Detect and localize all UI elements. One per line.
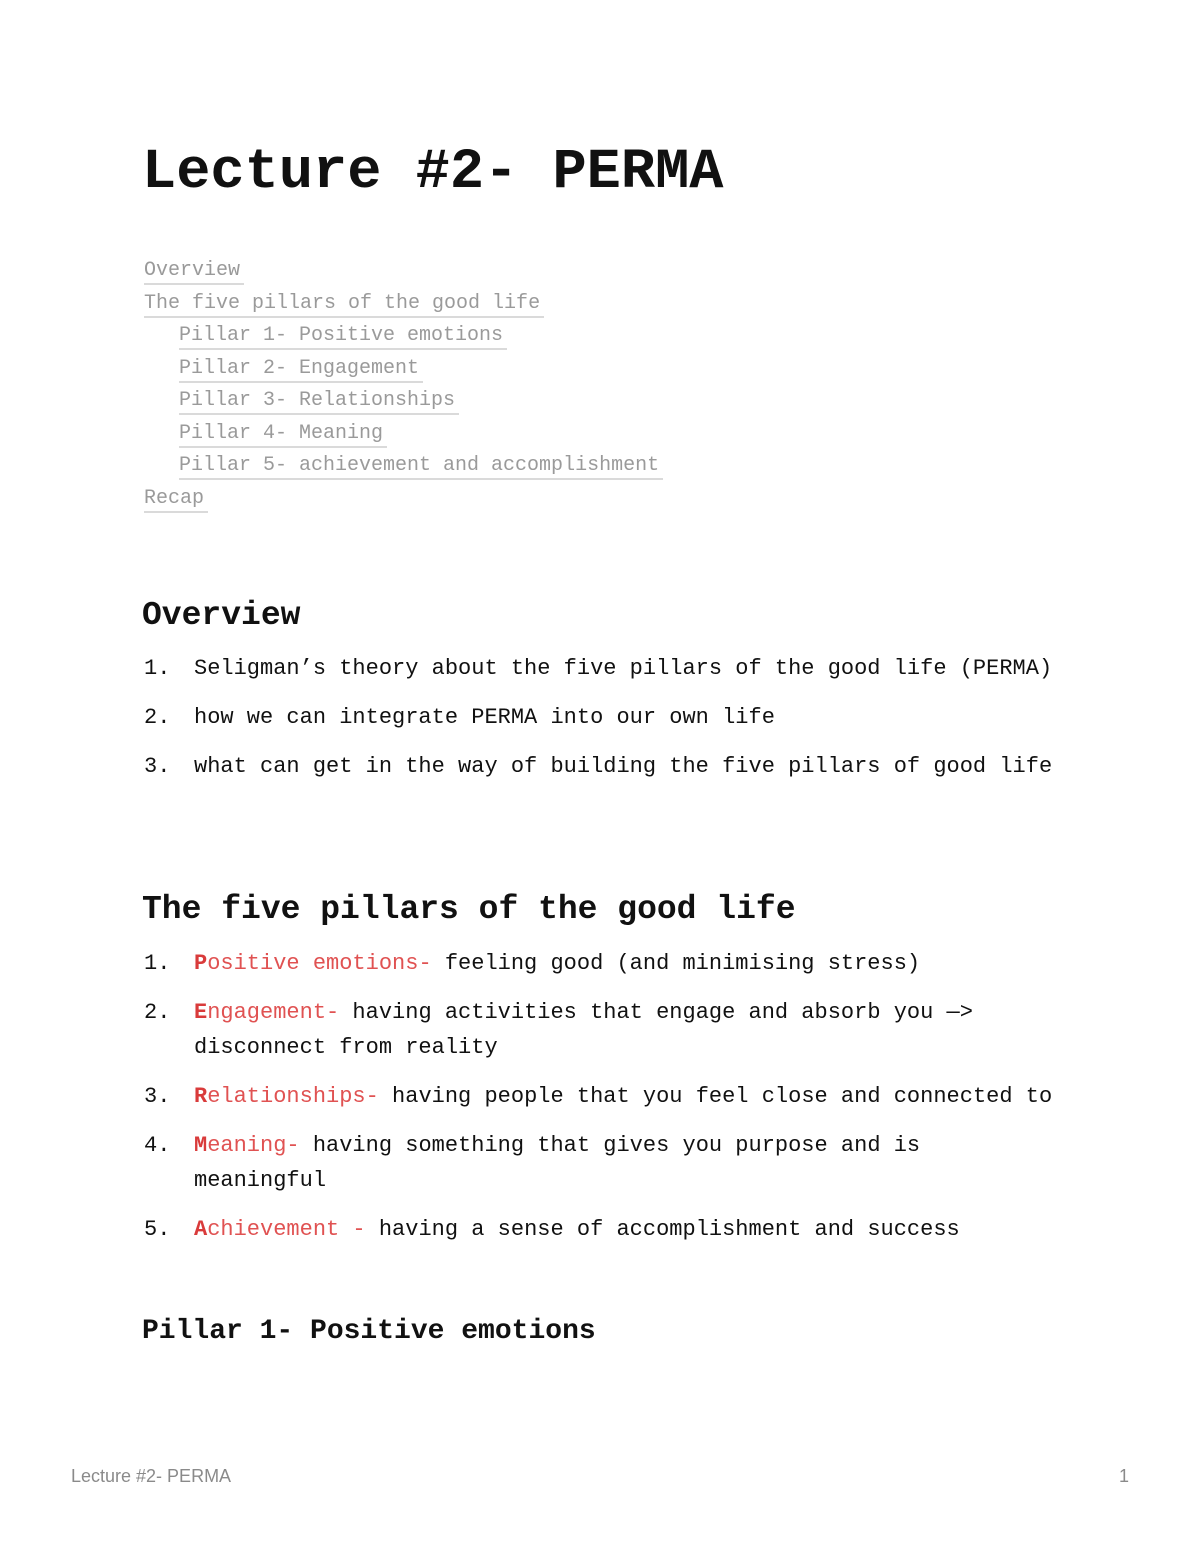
list-text bbox=[194, 1212, 1064, 1247]
page-title: Lecture #2- PERMA bbox=[142, 141, 724, 205]
footer-document-title: Lecture #2- PERMA bbox=[71, 1466, 232, 1486]
toc-link[interactable]: Pillar 4- Meaning bbox=[179, 422, 387, 448]
toc-link[interactable]: Overview bbox=[144, 259, 244, 285]
list-number: 3. bbox=[144, 754, 171, 779]
list-number: 2. bbox=[144, 705, 171, 730]
list-text bbox=[194, 1128, 1064, 1198]
pillar-initial: E bbox=[194, 1000, 208, 1025]
pillar-initial: M bbox=[194, 1133, 208, 1158]
pillar-separator: - bbox=[365, 1084, 379, 1109]
pillar-keyword-rest: ngagement bbox=[207, 1000, 327, 1025]
list-item bbox=[144, 749, 1064, 784]
footer-page-number: 1 bbox=[1118, 1466, 1129, 1486]
pillar-keyword bbox=[194, 951, 432, 976]
list-text bbox=[194, 1079, 1064, 1114]
toc-item-overview[interactable] bbox=[144, 258, 844, 291]
pillar-keyword bbox=[194, 1000, 339, 1025]
pillar-keyword bbox=[194, 1133, 300, 1158]
table-of-contents bbox=[144, 258, 844, 518]
list-item bbox=[144, 1212, 1064, 1247]
list-item bbox=[144, 995, 1064, 1065]
pillar-separator: - bbox=[286, 1133, 300, 1158]
toc-link[interactable]: The five pillars of the good life bbox=[144, 292, 544, 318]
five-pillars-list bbox=[144, 946, 1064, 1261]
pillar-keyword-rest: eaning bbox=[207, 1133, 287, 1158]
toc-item-pillar-1[interactable] bbox=[144, 323, 844, 356]
overview-heading: Overview bbox=[142, 597, 301, 634]
pillar-description: having activities that engage and absorb you —> disconnect from reality bbox=[194, 1000, 973, 1060]
overview-list bbox=[144, 651, 1064, 798]
pillar-keyword-rest: ositive emotions bbox=[207, 951, 419, 976]
pillar-description: having a sense of accomplishment and success bbox=[365, 1217, 960, 1242]
list-number: 4. bbox=[144, 1133, 171, 1158]
pillar-separator: - bbox=[339, 1217, 366, 1242]
toc-link[interactable]: Pillar 1- Positive emotions bbox=[179, 324, 507, 350]
list-text: how we can integrate PERMA into our own life bbox=[194, 705, 775, 730]
list-number: 3. bbox=[144, 1084, 171, 1109]
toc-item-pillar-3[interactable] bbox=[144, 388, 844, 421]
list-number: 5. bbox=[144, 1217, 171, 1242]
pillar-initial: A bbox=[194, 1217, 208, 1242]
pillar-initial: R bbox=[194, 1084, 208, 1109]
list-text bbox=[194, 946, 1064, 981]
pillar-separator: - bbox=[418, 951, 432, 976]
pillar-keyword-rest: elationships bbox=[207, 1084, 366, 1109]
pillar-description: feeling good (and minimising stress) bbox=[431, 951, 921, 976]
toc-link[interactable]: Pillar 2- Engagement bbox=[179, 357, 423, 383]
toc-link[interactable]: Pillar 5- achievement and accomplishment bbox=[179, 454, 663, 480]
five-pillars-heading: The five pillars of the good life bbox=[142, 891, 796, 928]
pillar-separator: - bbox=[326, 1000, 340, 1025]
list-item bbox=[144, 651, 1064, 686]
list-text: what can get in the way of building the five pillars of good life bbox=[194, 754, 1053, 779]
pillar-initial: P bbox=[194, 951, 208, 976]
list-item bbox=[144, 1128, 1064, 1198]
pillar-1-heading: Pillar 1- Positive emotions bbox=[142, 1316, 596, 1347]
toc-item-five-pillars[interactable] bbox=[144, 291, 844, 324]
list-number: 1. bbox=[144, 656, 171, 681]
pillar-keyword-rest: chievement bbox=[207, 1217, 340, 1242]
pillar-keyword bbox=[194, 1217, 366, 1242]
toc-link[interactable]: Recap bbox=[144, 487, 208, 513]
toc-item-pillar-4[interactable] bbox=[144, 421, 844, 454]
toc-item-recap[interactable] bbox=[144, 486, 844, 519]
list-item bbox=[144, 946, 1064, 981]
pillar-keyword bbox=[194, 1084, 379, 1109]
toc-link[interactable]: Pillar 3- Relationships bbox=[179, 389, 459, 415]
list-number: 2. bbox=[144, 1000, 171, 1025]
list-item bbox=[144, 700, 1064, 735]
toc-item-pillar-5[interactable] bbox=[144, 453, 844, 486]
list-number: 1. bbox=[144, 951, 171, 976]
list-item bbox=[144, 1079, 1064, 1114]
pillar-description: having people that you feel close and connected to bbox=[378, 1084, 1053, 1109]
pillar-description: having something that gives you purpose and is meaningful bbox=[194, 1133, 921, 1193]
toc-item-pillar-2[interactable] bbox=[144, 356, 844, 389]
list-text bbox=[194, 995, 1064, 1065]
list-text: Seligman’s theory about the five pillars of the good life (PERMA) bbox=[194, 656, 1053, 681]
